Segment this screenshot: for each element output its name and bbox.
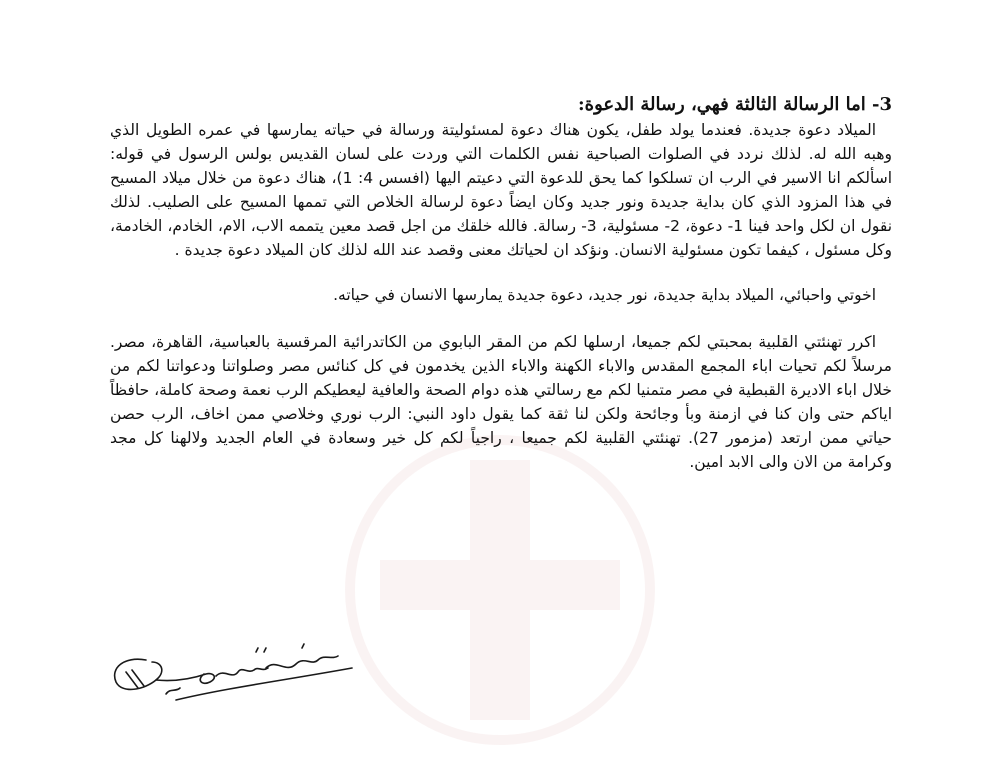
paragraph-greetings: اكرر تهنئتي القلبية بمحبتي لكم جميعا، ارسلها لكم من المقر البابوي من الكاتدرائية المرقسية بالعباسية، القاهرة، مصر. مرسلاً لكم تحيات اباء المجمع المقدس والاباء الكهنة والاباء الذين يخدمون في كل كنائس مصر وصلواتنا ودعواتنا لكم من خلال اباء الاديرة القبطية في مصر متمنيا لكم مع رسالتي هذه دوام الصحة والعافية ليعطيكم الرب نعمة وصحة كاملة، حافظاً اياكم حتى وان كنا في ازمنة وبأ وجائحة ولكن لنا ثقة كما يقول داود النبي: الرب نوري وخلاصي ممن اخاف، الرب حصن حياتي ممن ارتعد (مزمور 27). تهنئتي القلبية لكم جميعا ، راجياً لكم كل خير وسعادة في العام الجديد ولالهنا كل مجد وكرامة من الان والى الابد امين. bbox=[110, 332, 893, 472]
section-heading: 3- اما الرسالة الثالثة فهي، رسالة الدعوة: bbox=[578, 94, 892, 115]
paragraph-calling: الميلاد دعوة جديدة. فعندما يولد طفل، يكون هناك دعوة لمسئوليتة ورسالة في حياته يمارسها في عمره الطويل الذي وهبه الله له. لذلك نردد في الصلوات الصباحية نفس الكلمات التي وردت على لسان القديس بولس الرسول في قوله: اسألكم انا الاسير في الرب ان تسلكوا كما يحق للدعوة التي دعيتم اليها (افسس 4: 1)، هناك دعوة من خلال ميلاد المسيح في هذا المزود الذي كان بداية جديدة ونور جديد وكان ايضاً دعوة لرسالة الخلاص التي تممها المسيح على الصليب. لذلك نقول ان لكل واحد فينا 1- دعوة، 2- مسئولية، 3- رسالة. فالله خلقك من اجل قصد معين يتممه الاب، الام، الخادم، الخادمة، وكل مسئول ، كيفما تكون مسئولية الانسان. ونؤكد ان لحياتك معنى وقصد عند الله لذلك كان الميلاد دعوة جديدة . bbox=[110, 121, 893, 260]
paragraph-summary: اخوتي واحبائي، الميلاد بداية جديدة، نور جديد، دعوة جديدة يمارسها الانسان في حياته. bbox=[333, 285, 876, 304]
handwritten-signature bbox=[106, 638, 358, 718]
letter-body bbox=[110, 94, 892, 474]
